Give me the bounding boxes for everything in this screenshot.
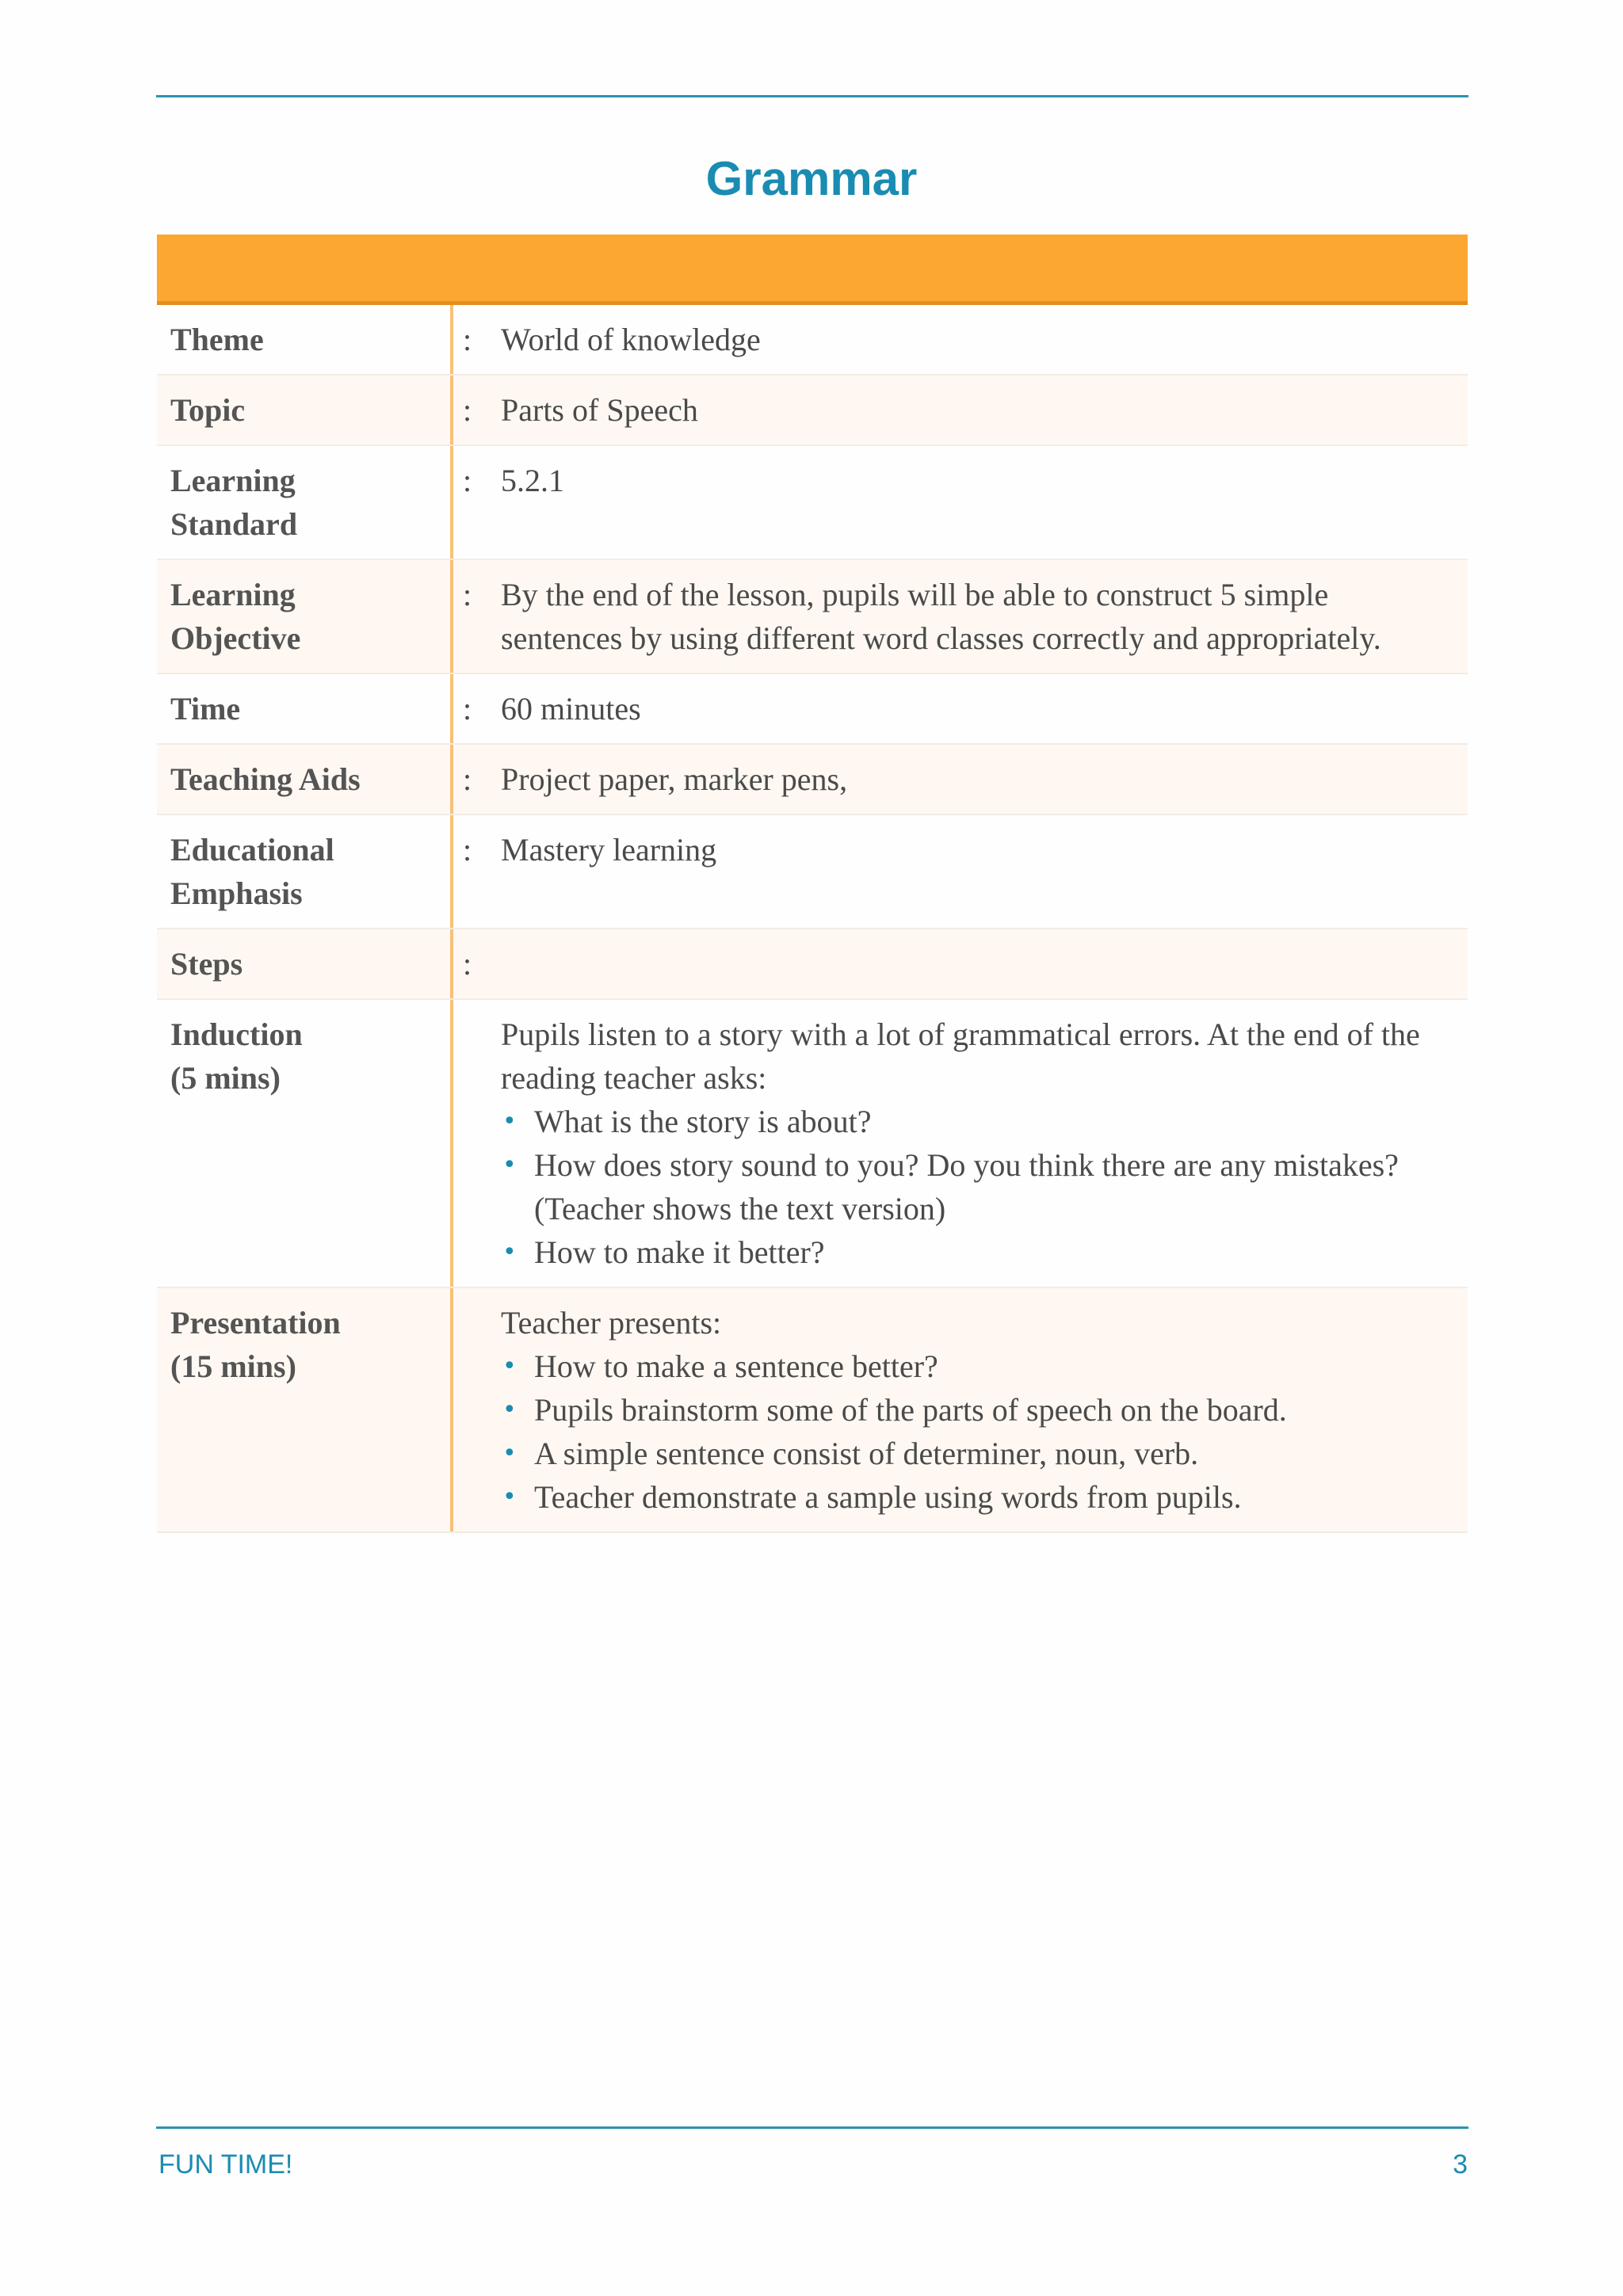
- list-item: [501, 1388, 1452, 1432]
- step-bullet-list: [501, 1100, 1452, 1274]
- row-label: Topic: [157, 376, 453, 444]
- row-value: 5.2.1: [501, 463, 564, 498]
- row-colon: :: [463, 392, 472, 428]
- list-item: [501, 1143, 1452, 1230]
- table-header-bar: [157, 235, 1468, 305]
- row-value: By the end of the lesson, pupils will be able to construct 5 simple sentences by using different word classes correctly and appropriately.: [501, 577, 1381, 656]
- row-value: Mastery learning: [501, 832, 717, 868]
- bottom-rule: [156, 2126, 1468, 2129]
- step-label-name: Presentation: [170, 1305, 341, 1341]
- list-item-text: Teacher demonstrate a sample using words from pupils.: [534, 1479, 1242, 1515]
- step-label-duration: (15 mins): [170, 1348, 296, 1384]
- row-label: Steps: [157, 929, 453, 998]
- list-item: [501, 1475, 1452, 1519]
- list-item-text: A simple sentence consist of determiner, noun, verb.: [534, 1436, 1199, 1471]
- page-number: 3: [1453, 2149, 1468, 2180]
- bullet-icon: •: [502, 1483, 517, 1511]
- row-topic: [157, 376, 1468, 446]
- row-label: Educational Emphasis: [157, 815, 453, 928]
- row-label: Learning Objective: [157, 560, 453, 673]
- row-learning-standard: [157, 446, 1468, 560]
- row-value: Project paper, marker pens,: [501, 761, 848, 797]
- list-item-text: How to make it better?: [534, 1234, 825, 1270]
- row-label: Teaching Aids: [157, 745, 453, 814]
- row-colon: :: [463, 761, 472, 797]
- step-label: [157, 1000, 453, 1287]
- list-item: [501, 1344, 1452, 1388]
- row-colon-empty: [453, 1288, 501, 1531]
- row-colon: :: [463, 322, 472, 357]
- step-content: [501, 1000, 1468, 1287]
- step-label-name: Induction: [170, 1016, 303, 1052]
- bullet-icon: •: [502, 1440, 517, 1467]
- step-intro: Teacher presents:: [501, 1305, 722, 1341]
- step-content: [501, 1288, 1468, 1531]
- bullet-icon: •: [502, 1238, 517, 1266]
- list-item-text: What is the story is about?: [534, 1104, 872, 1139]
- lesson-plan-table: [157, 235, 1468, 1533]
- row-presentation: [157, 1288, 1468, 1533]
- row-label: Time: [157, 674, 453, 743]
- bullet-icon: •: [502, 1108, 517, 1135]
- row-value: 60 minutes: [501, 691, 641, 727]
- row-colon: :: [463, 832, 472, 868]
- step-bullet-list: [501, 1344, 1452, 1519]
- bullet-icon: •: [502, 1396, 517, 1424]
- list-item: [501, 1432, 1452, 1475]
- bullet-icon: •: [502, 1352, 517, 1380]
- list-item-text: How to make a sentence better?: [534, 1348, 938, 1384]
- step-label-duration: (5 mins): [170, 1060, 281, 1096]
- step-label: [157, 1288, 453, 1531]
- row-colon: :: [463, 577, 472, 612]
- row-value: World of knowledge: [501, 322, 761, 357]
- row-value: Parts of Speech: [501, 392, 698, 428]
- bullet-icon: •: [502, 1151, 517, 1179]
- list-item: [501, 1100, 1452, 1143]
- step-intro: Pupils listen to a story with a lot of grammatical errors. At the end of the reading teacher asks:: [501, 1016, 1420, 1096]
- row-educational-emphasis: [157, 815, 1468, 929]
- row-time: [157, 674, 1468, 745]
- row-colon: :: [463, 946, 472, 982]
- footer-book-title: FUN TIME!: [158, 2149, 293, 2180]
- top-rule: [156, 95, 1468, 97]
- row-induction: [157, 1000, 1468, 1288]
- list-item: [501, 1230, 1452, 1274]
- row-label: Learning Standard: [157, 446, 453, 559]
- row-theme: [157, 305, 1468, 376]
- row-steps: [157, 929, 1468, 1000]
- list-item-text: How does story sound to you? Do you think there are any mistakes? (Teacher shows the text version): [534, 1147, 1399, 1226]
- row-colon-empty: [453, 1000, 501, 1287]
- row-teaching-aids: [157, 745, 1468, 815]
- row-label: Theme: [157, 305, 453, 374]
- row-colon: :: [463, 463, 472, 498]
- page-title: Grammar: [705, 152, 918, 205]
- row-colon: :: [463, 691, 472, 727]
- row-learning-objective: [157, 560, 1468, 674]
- row-value: [501, 929, 1468, 998]
- list-item-text: Pupils brainstorm some of the parts of speech on the board.: [534, 1392, 1287, 1428]
